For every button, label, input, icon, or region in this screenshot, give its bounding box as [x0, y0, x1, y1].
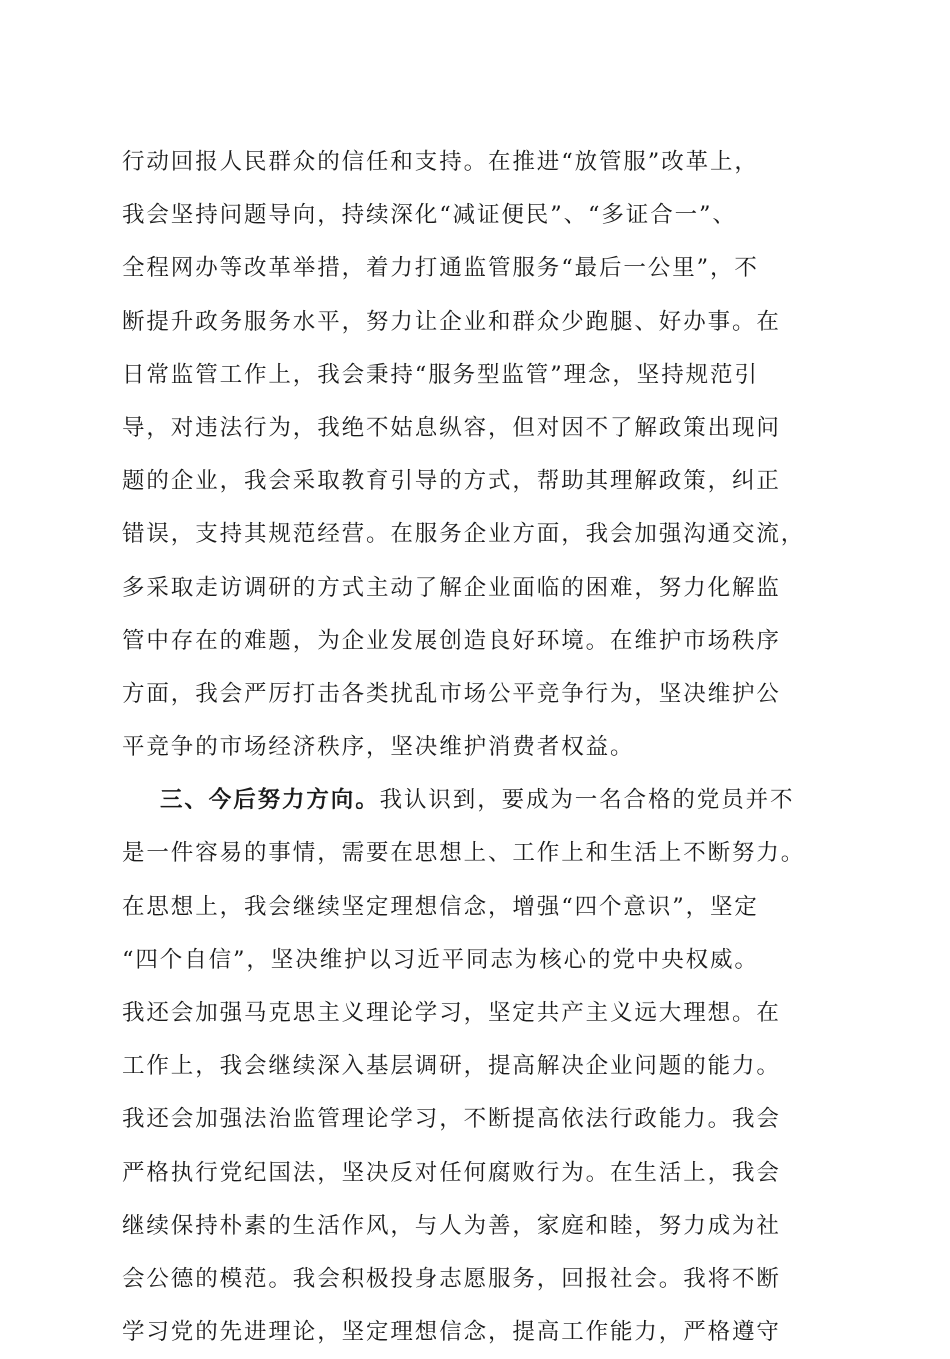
- text-line: 严格执行党纪国法，坚决反对任何腐败行为。在生活上，我会: [122, 1159, 781, 1186]
- text-line: 我会坚持问题导向，持续深化“减证便民”、“多证合一”、: [122, 202, 737, 229]
- section-3-first-line-text: 我认识到，要成为一名合格的党员并不: [379, 787, 795, 814]
- text-line: “四个自信”，坚决维护以习近平同志为核心的党中央权威。: [122, 946, 759, 973]
- section-3-heading: 三、今后努力方向。: [160, 787, 380, 814]
- text-line: 管中存在的难题，为企业发展创造良好环境。在维护市场秩序: [122, 627, 781, 654]
- text-line: 学习党的先进理论，坚定理想信念，提高工作能力，严格遵守: [122, 1319, 781, 1346]
- text-line: 全程网办等改革举措，着力打通监管服务“最后一公里”，不: [122, 255, 759, 282]
- text-line: 工作上，我会继续深入基层调研，提高解决企业问题的能力。: [122, 1053, 781, 1080]
- text-line: 继续保持朴素的生活作风，与人为善，家庭和睦，努力成为社: [122, 1212, 781, 1239]
- text-line: 错误，支持其规范经营。在服务企业方面，我会加强沟通交流，: [122, 521, 806, 548]
- text-line: 平竞争的市场经济秩序，坚决维护消费者权益。: [122, 734, 635, 761]
- body-text: [122, 136, 842, 1359]
- text-line: 题的企业，我会采取教育引导的方式，帮助其理解政策，纠正: [122, 468, 781, 495]
- text-line: 是一件容易的事情，需要在思想上、工作上和生活上不断努力。: [122, 840, 806, 867]
- section-3-first-line: [122, 774, 842, 827]
- text-line: 我还会加强法治监管理论学习，不断提高依法行政能力。我会: [122, 1106, 781, 1133]
- text-line: 导，对违法行为，我绝不姑息纵容，但对因不了解政策出现问: [122, 414, 781, 441]
- text-line: 我还会加强马克思主义理论学习，坚定共产主义远大理想。在: [122, 1000, 781, 1026]
- text-line: 日常监管工作上，我会秉持“服务型监管”理念，坚持规范引: [122, 361, 759, 388]
- text-line: 断提升政务服务水平，努力让企业和群众少跑腿、好办事。在: [122, 308, 781, 335]
- text-line: 会公德的模范。我会积极投身志愿服务，回报社会。我将不断: [122, 1265, 781, 1292]
- text-line: 多采取走访调研的方式主动了解企业面临的困难，努力化解监: [122, 574, 781, 601]
- text-line: 方面，我会严厉打击各类扰乱市场公平竞争行为，坚决维护公: [122, 680, 781, 707]
- text-line: 在思想上，我会继续坚定理想信念，增强“四个意识”，坚定: [122, 893, 759, 920]
- text-line: 行动回报人民群众的信任和支持。在推进“放管服”改革上，: [122, 149, 759, 175]
